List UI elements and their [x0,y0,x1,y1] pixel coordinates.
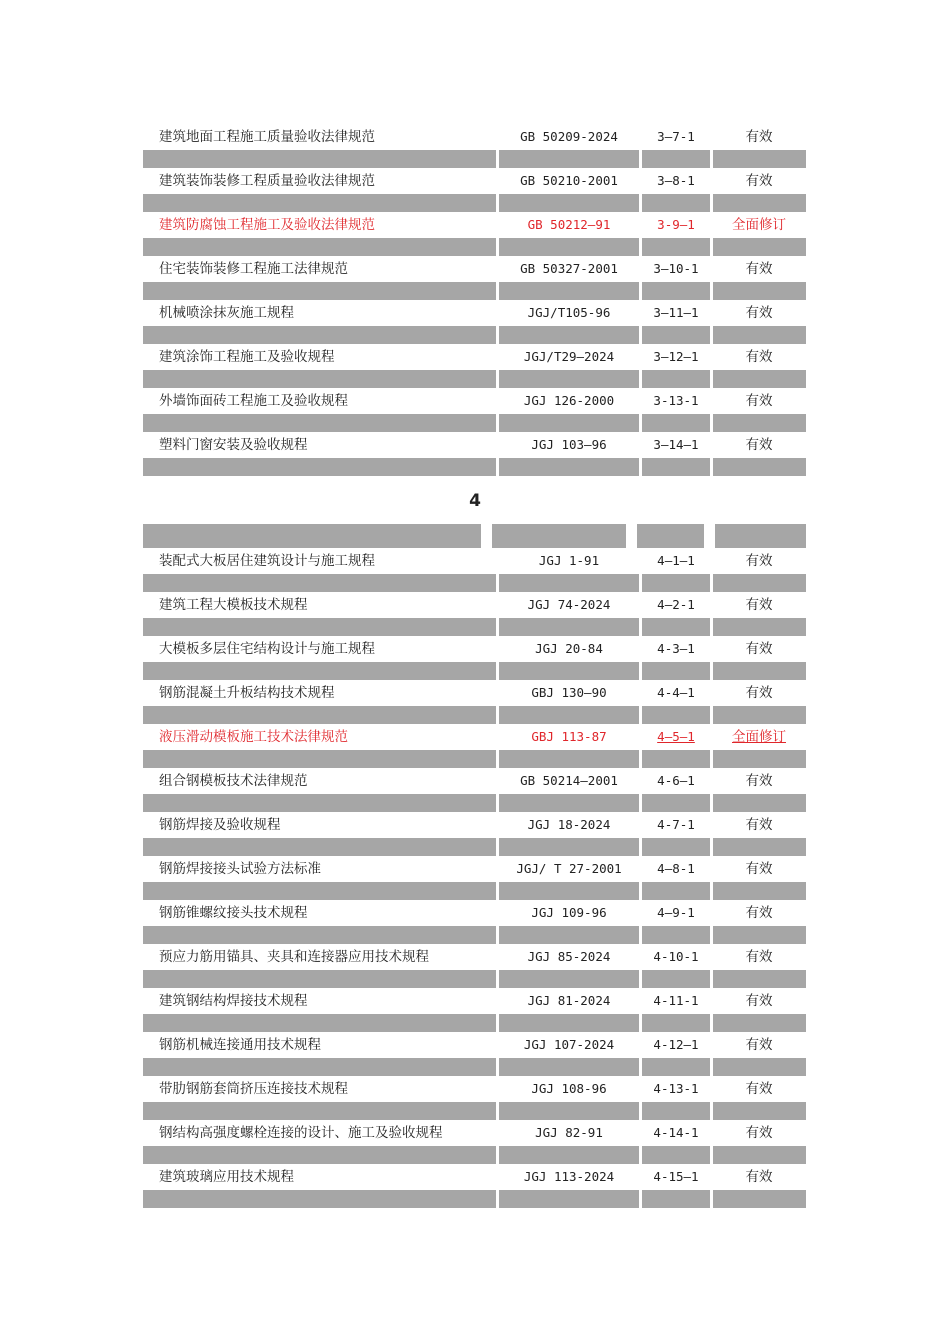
standard-code: JGJ 113-2024 [523,1169,615,1184]
header-cell-name [143,524,481,548]
separator-cell [642,574,710,592]
separator-cell [642,370,710,388]
separator-cell [143,194,496,212]
separator-cell [642,458,710,476]
row-separator [143,326,806,344]
row-separator [143,574,806,592]
row-separator [143,618,806,636]
standard-code: GB 50209-2024 [520,129,618,144]
standard-code: GB 50212—91 [527,217,611,232]
status-text: 有效 [745,685,773,701]
separator-cell [143,1190,496,1208]
separator-cell [143,574,496,592]
separator-cell [143,1058,496,1076]
standard-code: GB 50214—2001 [520,773,618,788]
separator-cell [642,662,710,680]
separator-cell [499,926,639,944]
separator-cell [713,750,806,768]
separator-cell [143,970,496,988]
separator-cell [143,706,496,724]
header-cell-status [715,524,806,548]
table-row [143,344,806,370]
row-separator [143,838,806,856]
separator-cell [642,794,710,812]
section-number: 4-6—1 [657,773,695,788]
separator-cell [713,326,806,344]
separator-cell [713,794,806,812]
separator-cell [143,1014,496,1032]
separator-cell [143,662,496,680]
separator-cell [143,882,496,900]
row-separator [143,750,806,768]
standard-code: JGJ/T29—2024 [523,349,615,364]
status-text: 有效 [745,949,773,965]
standard-code: JGJ 1-91 [538,553,600,568]
separator-cell [499,282,639,300]
row-separator [143,926,806,944]
row-separator [143,1190,806,1208]
status-text: 有效 [745,437,773,453]
standard-code: JGJ 107-2024 [523,1037,615,1052]
standard-name: 钢筋焊接及验收规程 [159,817,281,833]
table-row [143,944,806,970]
separator-cell [499,1058,639,1076]
table-row [143,768,806,794]
status-text: 有效 [745,393,773,409]
separator-cell [713,1014,806,1032]
separator-cell [642,1146,710,1164]
separator-cell [642,238,710,256]
standard-code: JGJ 103—96 [531,437,607,452]
separator-cell [499,458,639,476]
separator-cell [713,1146,806,1164]
separator-cell [713,574,806,592]
separator-cell [642,1190,710,1208]
standard-code: GBJ 113-87 [531,729,607,744]
separator-cell [143,794,496,812]
status-text: 有效 [745,905,773,921]
row-separator [143,370,806,388]
table-row [143,636,806,662]
status-text: 有效 [745,1125,773,1141]
standard-code: JGJ 108-96 [531,1081,607,1096]
separator-cell [642,970,710,988]
separator-cell [642,414,710,432]
status-text: 有效 [745,553,773,569]
separator-cell [143,458,496,476]
status-text: 有效 [745,261,773,277]
standard-code: JGJ 18-2024 [527,817,611,832]
separator-cell [143,838,496,856]
standard-code: GB 50210-2001 [520,173,618,188]
status-text: 有效 [745,1169,773,1185]
separator-cell [713,1058,806,1076]
section-number: 4-12—1 [653,1037,699,1052]
standard-name: 建筑地面工程施工质量验收法律规范 [159,129,375,145]
section-number: 4—2-1 [657,597,695,612]
separator-cell [713,194,806,212]
standard-name: 大模板多层住宅结构设计与施工规程 [159,641,375,657]
separator-cell [713,970,806,988]
table-row [143,988,806,1014]
separator-cell [499,1102,639,1120]
standard-code: JGJ 126-2000 [523,393,615,408]
section-number: 4-10-1 [653,949,699,964]
row-separator [143,414,806,432]
status-text: 有效 [745,173,773,189]
separator-cell [499,414,639,432]
separator-cell [713,662,806,680]
standard-code: JGJ/ T 27-2001 [516,861,622,876]
separator-cell [713,150,806,168]
section-number: 3—14—1 [653,437,699,452]
status-text: 有效 [745,1081,773,1097]
standard-code: JGJ 82-91 [535,1125,603,1140]
separator-cell [642,838,710,856]
separator-cell [642,750,710,768]
status-text: 有效 [745,597,773,613]
separator-cell [713,458,806,476]
standard-name: 钢筋混凝土升板结构技术规程 [159,685,335,701]
separator-cell [713,238,806,256]
separator-cell [499,1190,639,1208]
standard-name: 钢筋焊接接头试验方法标准 [159,861,321,877]
table-row [143,124,806,150]
table-row [143,812,806,838]
section-number: 3—7-1 [657,129,695,144]
separator-cell [499,882,639,900]
standard-code: JGJ 109-96 [531,905,607,920]
standard-name: 建筑涂饰工程施工及验收规程 [159,349,335,365]
separator-cell [713,618,806,636]
separator-cell [499,838,639,856]
row-separator [143,282,806,300]
separator-cell [499,750,639,768]
standard-code: JGJ 20-84 [535,641,603,656]
separator-cell [713,282,806,300]
table-row [143,548,806,574]
row-separator [143,1014,806,1032]
standard-code: GBJ 130—90 [531,685,607,700]
section-number: 4—1—1 [657,553,695,568]
separator-cell [143,282,496,300]
standard-name: 建筑装饰装修工程质量验收法律规范 [159,173,375,189]
standard-name: 住宅装饰装修工程施工法律规范 [159,261,348,277]
section-number: 3—10-1 [653,261,699,276]
separator-cell [499,574,639,592]
standard-name: 塑料门窗安装及验收规程 [159,437,308,453]
section-number: 3—8-1 [657,173,695,188]
separator-cell [499,706,639,724]
standard-code: GB 50327-2001 [520,261,618,276]
section-number: 4-15—1 [653,1169,699,1184]
section-number: 3—11—1 [653,305,699,320]
table-row [143,1032,806,1058]
row-separator [143,1102,806,1120]
row-separator [143,1146,806,1164]
row-separator [143,238,806,256]
standard-name: 建筑工程大模板技术规程 [159,597,308,613]
separator-cell [499,238,639,256]
section-4-table [143,548,806,1208]
section-number: 3-9—1 [657,217,695,232]
separator-cell [642,882,710,900]
separator-cell [713,370,806,388]
status-text: 有效 [745,305,773,321]
section-number: 4-14-1 [653,1125,699,1140]
row-separator [143,458,806,476]
separator-cell [642,1058,710,1076]
separator-cell [143,414,496,432]
separator-cell [143,1146,496,1164]
table-row [143,168,806,194]
status-text: 全面修订 [732,217,786,233]
separator-cell [713,838,806,856]
separator-cell [499,326,639,344]
standard-name: 机械喷涂抹灰施工规程 [159,305,294,321]
table-row [143,856,806,882]
separator-cell [143,750,496,768]
standard-name: 带肋钢筋套筒挤压连接技术规程 [159,1081,348,1097]
status-text: 有效 [745,349,773,365]
separator-cell [499,370,639,388]
separator-cell [713,882,806,900]
section-number: 4-3—1 [657,641,695,656]
status-text: 有效 [745,993,773,1009]
standard-code: JGJ 74-2024 [527,597,611,612]
status-text: 全面修订 [732,729,786,745]
table-row [143,592,806,618]
separator-cell [143,238,496,256]
separator-cell [499,794,639,812]
section-4-heading: 4 [469,491,481,511]
section-number: 4-7-1 [657,817,695,832]
separator-cell [642,706,710,724]
table-row [143,212,806,238]
separator-cell [499,1146,639,1164]
standard-name: 建筑钢结构焊接技术规程 [159,993,308,1009]
separator-cell [642,1014,710,1032]
standard-name: 钢筋机械连接通用技术规程 [159,1037,321,1053]
separator-cell [143,926,496,944]
separator-cell [143,618,496,636]
table-row [143,1164,806,1190]
separator-cell [499,970,639,988]
header-cell-section [637,524,704,548]
section-number: 4-4—1 [657,685,695,700]
separator-cell [143,150,496,168]
separator-cell [713,414,806,432]
row-separator [143,794,806,812]
standard-code: JGJ/T105-96 [527,305,611,320]
separator-cell [642,194,710,212]
row-separator [143,150,806,168]
table-row [143,388,806,414]
separator-cell [713,706,806,724]
table-row [143,300,806,326]
row-separator [143,706,806,724]
separator-cell [499,618,639,636]
standard-name: 外墙饰面砖工程施工及验收规程 [159,393,348,409]
standard-name: 装配式大板居住建筑设计与施工规程 [159,553,375,569]
status-text: 有效 [745,861,773,877]
separator-cell [642,326,710,344]
separator-cell [713,1190,806,1208]
row-separator [143,882,806,900]
separator-cell [713,926,806,944]
separator-cell [143,370,496,388]
table-row [143,432,806,458]
section-number: 4—5—1 [657,729,695,744]
table-row [143,900,806,926]
standard-name: 钢结构高强度螺栓连接的设计、施工及验收规程 [159,1125,443,1141]
standard-name: 液压滑动模板施工技术法律规范 [159,729,348,745]
separator-cell [642,618,710,636]
separator-cell [499,662,639,680]
section-number: 4-13-1 [653,1081,699,1096]
table-row [143,256,806,282]
separator-cell [642,150,710,168]
status-text: 有效 [745,129,773,145]
separator-cell [499,194,639,212]
row-separator [143,662,806,680]
table-row [143,1120,806,1146]
header-cell-code [492,524,626,548]
separator-cell [642,282,710,300]
standard-name: 组合钢模板技术法律规范 [159,773,308,789]
status-text: 有效 [745,641,773,657]
separator-cell [499,150,639,168]
row-separator [143,194,806,212]
standard-name: 建筑玻璃应用技术规程 [159,1169,294,1185]
section-number: 4—8-1 [657,861,695,876]
separator-cell [143,326,496,344]
standard-name: 预应力筋用锚具、夹具和连接器应用技术规程 [159,949,429,965]
table-row [143,724,806,750]
row-separator [143,1058,806,1076]
section-number: 4—9-1 [657,905,695,920]
section-number: 4-11-1 [653,993,699,1008]
standard-name: 钢筋锥螺纹接头技术规程 [159,905,308,921]
separator-cell [499,1014,639,1032]
status-text: 有效 [745,773,773,789]
separator-cell [642,1102,710,1120]
row-separator [143,970,806,988]
standard-code: JGJ 81-2024 [527,993,611,1008]
section-number: 3-13-1 [653,393,699,408]
separator-cell [713,1102,806,1120]
table-row [143,680,806,706]
section-3-table [143,124,806,476]
status-text: 有效 [745,817,773,833]
section-number: 3—12—1 [653,349,699,364]
section-4-header-bar [143,524,806,548]
table-row [143,1076,806,1102]
separator-cell [143,1102,496,1120]
separator-cell [642,926,710,944]
standard-code: JGJ 85-2024 [527,949,611,964]
status-text: 有效 [745,1037,773,1053]
standard-name: 建筑防腐蚀工程施工及验收法律规范 [159,217,375,233]
